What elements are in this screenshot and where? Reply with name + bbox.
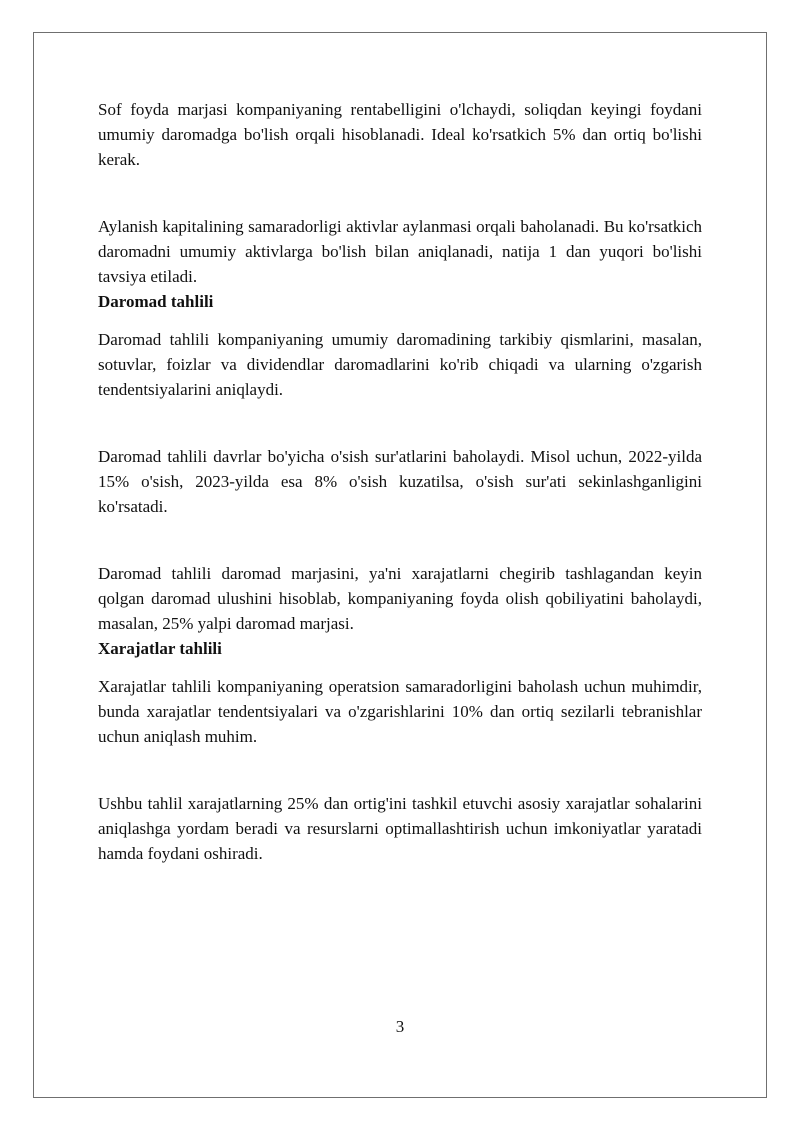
paragraph-expense-areas: Ushbu tahlil xarajatlarning 25% dan ortig'ini tashkil etuvchi asosiy xarajatlar sohalarini aniqlashga yordam beradi va resurslarni optimallashtirish uchun imkoniyatlar yaratadi hamda foydani oshiradi. — [98, 794, 702, 863]
paragraph-income-components: Daromad tahlili kompaniyaning umumiy daromadining tarkibiy qismlarini, masalan, sotuvlar, foizlar va dividendlar daromadlarini ko'rib chiqadi va ularning o'zgarish tendentsiyalarini aniqlaydi. — [98, 330, 702, 399]
paragraph-net-profit-margin: Sof foyda marjasi kompaniyaning rentabelligini o'lchaydi, soliqdan keyingi foydani umumiy daromadga bo'lish orqali hisoblanadi. Ideal ko'rsatkich 5% dan ortiq bo'lishi kerak. — [98, 100, 702, 169]
paragraph-expense-efficiency: Xarajatlar tahlili kompaniyaning operatsion samaradorligini baholash uchun muhimdir, bunda xarajatlar tendentsiyalari va o'zgarishlarini 10% dan ortiq sezilarli tebranishlar uchun aniqlash muhim. — [98, 677, 702, 746]
page-number: 3 — [395, 1017, 405, 1036]
paragraph-income-growth: Daromad tahlili davrlar bo'yicha o'sish sur'atlarini baholaydi. Misol uchun, 2022-yilda 15% o'sish, 2023-yilda esa 8% o'sish kuzatilsa, o'sish sur'ati sekinlashganligini ko'rsatadi. — [98, 447, 702, 516]
paragraph-working-capital: Aylanish kapitalining samaradorligi aktivlar aylanmasi orqali baholanadi. Bu ko'rsatkich daromadni umumiy aktivlarga bo'lish bilan aniqlanadi, natija 1 dan yuqori bo'lishi tavsiya etiladi. — [98, 217, 702, 286]
section-heading-expense-analysis: Xarajatlar tahlili — [98, 639, 222, 658]
document-body — [98, 97, 702, 866]
section-heading-income-analysis: Daromad tahlili — [98, 292, 214, 311]
paragraph-income-margin: Daromad tahlili daromad marjasini, ya'ni xarajatlarni chegirib tashlagandan keyin qolgan daromad ulushini hisoblab, kompaniyaning foyda olish qobiliyatini baholaydi, masalan, 25% yalpi daromad marjasi. — [98, 564, 702, 633]
